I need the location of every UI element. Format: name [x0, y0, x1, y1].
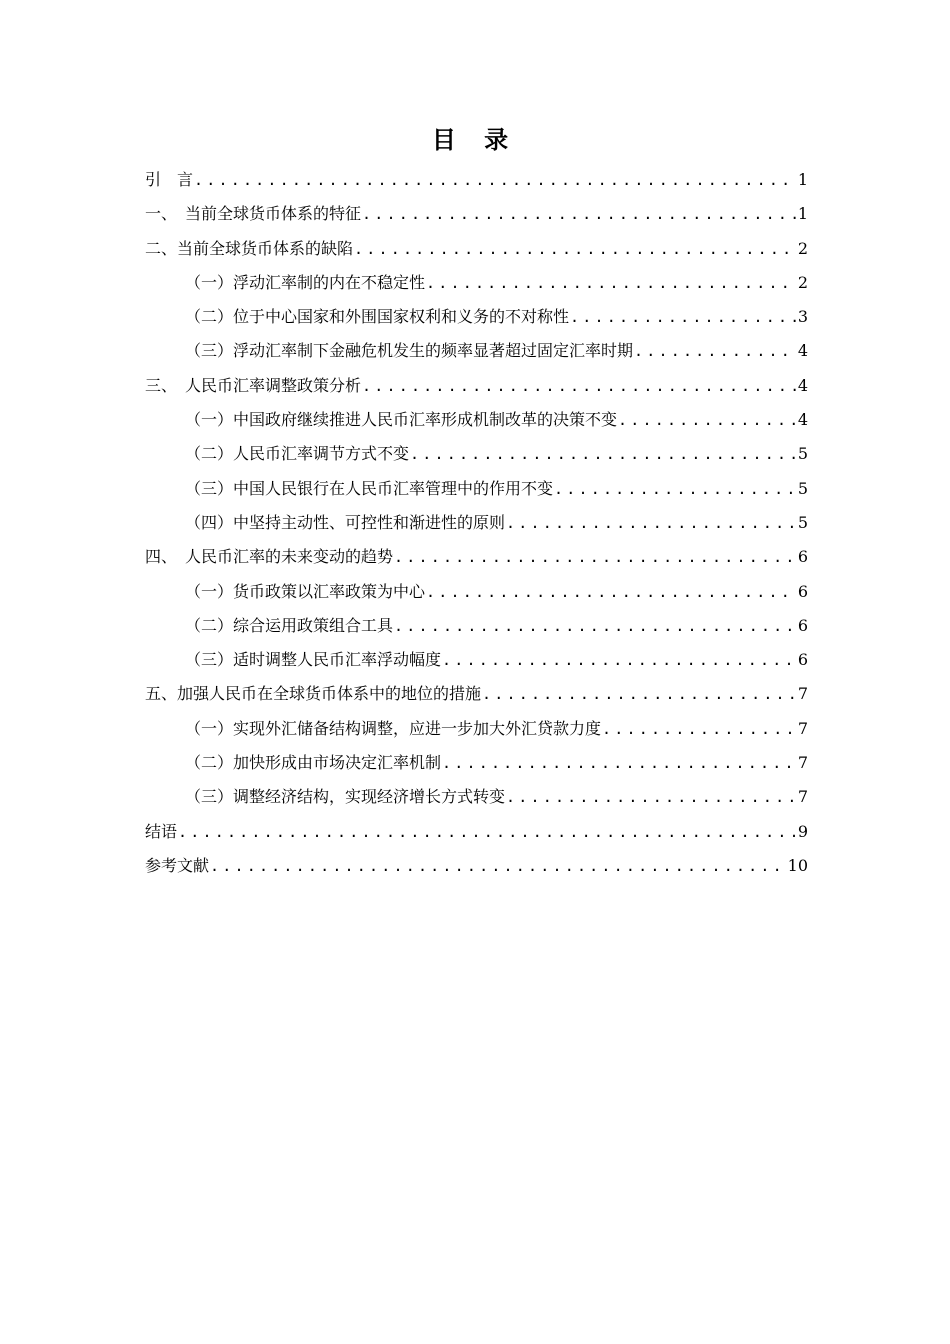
toc-entry[interactable] [145, 815, 808, 849]
toc-entry[interactable] [145, 643, 808, 677]
toc-entry[interactable] [145, 369, 808, 403]
toc-page-number: 6 [797, 581, 808, 601]
toc-dot-leader [210, 849, 786, 883]
toc-entry[interactable] [145, 266, 808, 300]
toc-entry-label: 参考文献 [145, 855, 210, 875]
toc-entry-label: （二）位于中心国家和外围国家权利和义务的不对称性 [185, 307, 570, 327]
toc-entry[interactable] [145, 849, 808, 883]
toc-entry-label: 四、 人民币汇率的未来变动的趋势 [145, 547, 394, 567]
toc-entry-label: 结语 [145, 821, 178, 841]
toc-page-number: 3 [797, 307, 808, 327]
page-title: 目 录 [431, 126, 519, 154]
toc-page-number: 6 [797, 547, 808, 567]
toc-entry[interactable] [145, 334, 808, 368]
toc-dot-leader [442, 643, 796, 677]
toc-dot-leader [354, 232, 796, 266]
toc-dot-leader [442, 746, 796, 780]
toc-entry-label: （四）中坚持主动性、可控性和渐进性的原则 [185, 512, 506, 532]
toc-page-number: 6 [797, 650, 808, 670]
toc-entry[interactable] [145, 609, 808, 643]
toc-entry-label: （三）中国人民银行在人民币汇率管理中的作用不变 [185, 478, 554, 498]
toc-page-number: 5 [797, 478, 808, 498]
toc-entry-label: （二）人民币汇率调节方式不变 [185, 444, 410, 464]
toc-entry[interactable] [145, 300, 808, 334]
toc-dot-leader [506, 506, 796, 540]
toc-dot-leader [394, 540, 796, 574]
toc-entry[interactable] [145, 575, 808, 609]
toc-page-number: 10 [787, 855, 808, 875]
toc-page-number: 5 [797, 444, 808, 464]
toc-page-number: 7 [797, 787, 808, 807]
toc-dot-leader [554, 472, 796, 506]
toc-dot-leader [410, 437, 796, 471]
toc-entry[interactable] [145, 746, 808, 780]
toc-dot-leader [426, 575, 796, 609]
table-of-contents [145, 163, 808, 883]
toc-entry-label: （一）浮动汇率制的内在不稳定性 [185, 272, 426, 292]
toc-entry-label: 五、加强人民币在全球货币体系中的地位的措施 [145, 684, 482, 704]
toc-page-number: 6 [797, 615, 808, 635]
toc-entry-label: （二）加快形成由市场决定汇率机制 [185, 753, 442, 773]
toc-entry-label: 三、 人民币汇率调整政策分析 [145, 375, 362, 395]
toc-page-number: 2 [797, 238, 808, 258]
toc-entry-label: （一）中国政府继续推进人民币汇率形成机制改革的决策不变 [185, 410, 618, 430]
toc-page-number: 4 [797, 341, 808, 361]
toc-entry[interactable] [145, 437, 808, 471]
toc-entry[interactable] [145, 472, 808, 506]
toc-entry-label: 一、 当前全球货币体系的特征 [145, 204, 362, 224]
toc-entry-label: （三）适时调整人民币汇率浮动幅度 [185, 650, 442, 670]
toc-page-number: 1 [797, 204, 808, 224]
toc-dot-leader [426, 266, 796, 300]
toc-dot-leader [362, 197, 796, 231]
toc-entry[interactable] [145, 403, 808, 437]
toc-entry[interactable] [145, 712, 808, 746]
toc-entry[interactable] [145, 677, 808, 711]
toc-entry-label: （三）浮动汇率制下金融危机发生的频率显著超过固定汇率时期 [185, 341, 634, 361]
toc-dot-leader [570, 300, 796, 334]
toc-page-number: 7 [797, 684, 808, 704]
toc-page-number: 2 [797, 272, 808, 292]
toc-page-number: 5 [797, 512, 808, 532]
toc-entry[interactable] [145, 232, 808, 266]
toc-page-number: 4 [797, 375, 808, 395]
toc-entry[interactable] [145, 197, 808, 231]
toc-page-number: 1 [797, 170, 808, 189]
toc-page-number: 9 [797, 821, 808, 841]
toc-entry-label: （三）调整经济结构，实现经济增长方式转变 [185, 787, 506, 807]
toc-dot-leader [482, 677, 796, 711]
toc-dot-leader [506, 780, 796, 814]
toc-entry-label: （一）货币政策以汇率政策为中心 [185, 581, 426, 601]
toc-page-number: 7 [797, 718, 808, 738]
toc-entry-label: （二）综合运用政策组合工具 [185, 615, 394, 635]
toc-entry[interactable] [145, 540, 808, 574]
toc-dot-leader [178, 815, 796, 849]
toc-dot-leader [394, 609, 796, 643]
toc-dot-leader [634, 334, 796, 368]
toc-entry-label: （一）实现外汇储备结构调整，应进一步加大外汇贷款力度 [185, 718, 602, 738]
toc-page-number: 7 [797, 753, 808, 773]
toc-dot-leader [362, 369, 796, 403]
toc-entry-label: 二、当前全球货币体系的缺陷 [145, 238, 354, 258]
toc-dot-leader [618, 403, 796, 437]
toc-entry[interactable] [145, 506, 808, 540]
toc-dot-leader [194, 163, 796, 197]
toc-page-number: 4 [797, 410, 808, 430]
toc-entry[interactable] [145, 163, 808, 197]
toc-dot-leader [602, 712, 796, 746]
toc-entry-label: 引 言 [145, 170, 194, 189]
toc-entry[interactable] [145, 780, 808, 814]
